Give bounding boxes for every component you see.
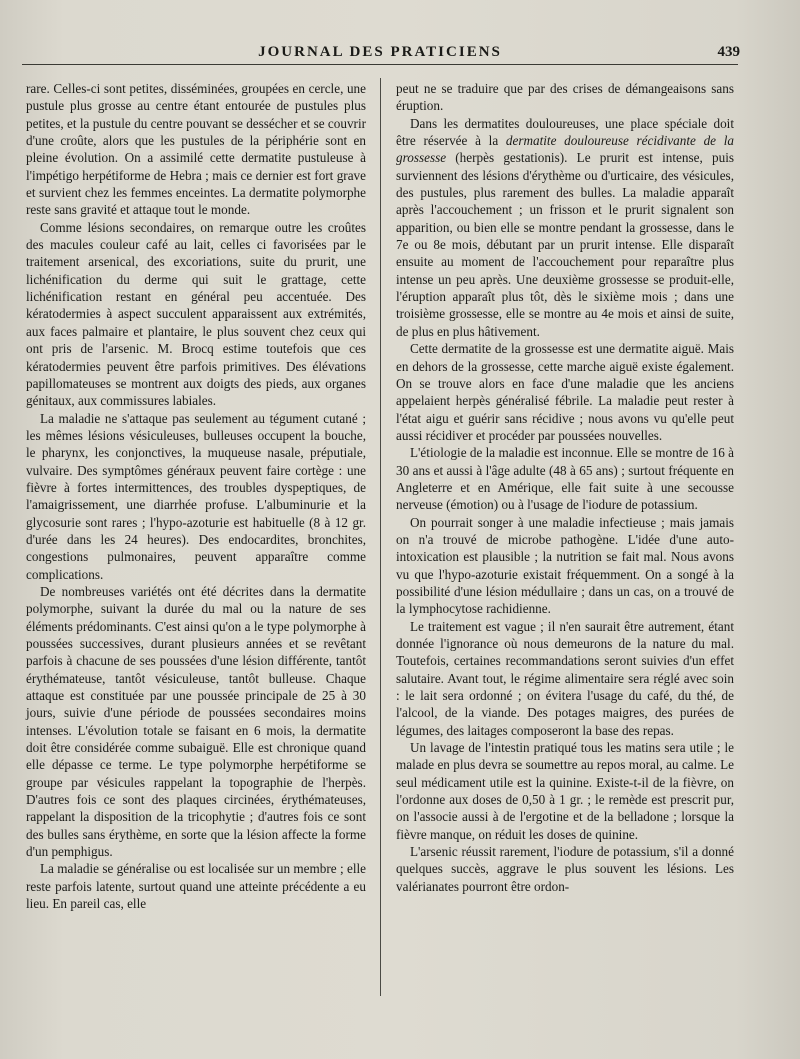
left-column [26, 80, 366, 913]
column-divider [380, 78, 381, 996]
paragraph: peut ne se traduire que par des crises de démangeaisons sans éruption. [396, 81, 734, 114]
text-span: (herpès gestationis). Le prurit est intense, puis surviennent des lésions d'érythème ou d'urticaire, des vésicules, des pustules, plus rarement des bulles. La maladie apparaît après l'accouchement ; un frisson et le prurit signalent son apparition, ou bien elle se montre pendant la grossesse, dans le 7e ou 8e mois, débutant par un prurit intense. Elle disparaît ensuite au moment de l'accouchement pour reparaître plus intense un peu après. Une deuxième grossesse se produit-elle, l'éruption apparaît plus tôt, dès le sixième mois ; dans une troisième grossesse, elle se montre au 4e mois et ainsi de suite, de plus en plus hâtivement. [396, 150, 734, 339]
right-column [396, 80, 734, 895]
italic-term: dermatite douloureuse récidivante de la grossesse [396, 133, 734, 166]
paragraph: L'étiologie de la maladie est inconnue. Elle se montre de 16 à 30 ans et aussi à l'âge adulte (48 à 65 ans) ; surtout fréquente en Angleterre et en Amérique, elle fait suite à une secousse nerveuse (émotion) ou à l'usage de l'iodure de potassium. [396, 445, 734, 513]
running-title: JOURNAL DES PRATICIENS [258, 44, 502, 60]
paragraph: De nombreuses variétés ont été décrites dans la dermatite polymorphe, suivant la durée du mal ou la nature de ses éléments prédominants. C'est ainsi qu'on a le type polymorphe à poussées successives, durant plusieurs années et se revêtant parfois à chacune de ses poussées d'une lésion différente, tantôt érythémateuse, tantôt vésiculeuse, tantôt bulleuse. Chaque attaque est constituée par une poussée principale de 25 à 30 jours, suivie d'une période de poussées secondaires moins intenses. L'évolution totale se faisant en 6 mois, la dermatite doit être considérée comme subaiguë. Elle est chronique quand elle dépasse ce terme. Le type polymorphe herpétiforme se groupe par vésicules rappelant la topographie de l'herpès. D'autres fois ce sont des plaques circinées, érythémateuses, rappelant la disposition de la tricophytie ; d'autres fois ce sont des bulles sans érythème, en sorte que la lésion affecte la forme d'un pemphigus. [26, 583, 366, 860]
paragraph: rare. Celles-ci sont petites, disséminées, groupées en cercle, une pustule plus grosse au centre étant entourée de pustules plus petites, et la pustule du centre pouvant se dessécher et se couvrir d'une croûte, alors que les pustules de la périphérie sont en pleine évolution. On a assimilé cette dermatite pustuleuse à l'impétigo herpétiforme de Hebra ; mais ce dernier est fort grave et survient chez les femmes enceintes. La dermatite polymorphe reste sans gravité et attaque tout le monde. [26, 81, 366, 218]
paragraph: On pourrait songer à une maladie infectieuse ; mais jamais on n'a trouvé de microbe pathogène. L'idée d'une auto-intoxication est plausible ; la nutrition se fait mal. Nous avons vu que l'hypo-azoturie existait fréquemment. On a songé à la possibilité d'une lésion médullaire ; dans un cas, on a trouvé de la lymphocytose rachidienne. [396, 514, 734, 617]
paragraph: Comme lésions secondaires, on remarque outre les croûtes des macules couleur café au lait, celles ci favorisées par le traitement arsenical, des excoriations, suite du prurit, une lichénification du derme qui suit le grattage, cette lichénification restant en général peu accentuée. Des kératodermies à aspect succulent apparaissent aux extrémités, aux faces palmaire et plantaire, le plus souvent chez ceux qui ont pris de l'arsenic. M. Brocq estime toutefois que ces kératodermies peuvent être parfois primitives. Des élévations papillomateuses se montrent aux doigts des pieds, aux organes génitaux, aux commissures labiales. [26, 219, 366, 409]
page-header [22, 42, 738, 65]
page-number: 439 [717, 44, 740, 60]
paragraph: Le traitement est vague ; il n'en saurait être autrement, étant donnée l'ignorance où nous demeurons de la nature du mal. Toutefois, certaines recommandations seront suivies d'un effet salutaire. Avant tout, le régime alimentaire sera réglé avec soin : le lait sera ordonné ; on évitera l'usage du café, du thé, de l'alcool, de la viande. Des potages maigres, des purées de légumes, des laitages composeront la base des repas. [396, 618, 734, 738]
paragraph: La maladie ne s'attaque pas seulement au tégument cutané ; les mêmes lésions vésiculeuses, bulleuses occupent la bouche, le pharynx, les conjonctives, la muqueuse nasale, préputiale, vulvaire. Des symptômes généraux peuvent faire cortège : une fièvre à fortes intermittences, des troubles dyspeptiques, de l'amaigrissement, une diarrhée profuse. L'albuminurie et la glycosurie sont rares ; l'hypo-azoturie est habituelle (8 à 12 gr. d'urée dans les 24 heures). Des endocardites, bronchites, congestions pulmonaires, peuvent apparaître comme complications. [26, 410, 366, 582]
paragraph [396, 115, 734, 340]
paragraph: L'arsenic réussit rarement, l'iodure de potassium, s'il a donné quelques succès, aggrave le plus souvent les lésions. Les valérianates pourront être ordon- [396, 844, 734, 894]
paragraph: Un lavage de l'intestin pratiqué tous les matins sera utile ; le malade en plus devra se soumettre au repos moral, au calme. Le seul médicament utile est la quinine. Existe-t-il de la fièvre, on l'ordonne aux doses de 0,50 à 1 gr. ; le remède est prescrit pur, on l'associe aussi à de l'ergotine et de la belladone ; lorsque la fièvre manque, on réduit les doses de quinine. [396, 740, 734, 842]
paragraph: Cette dermatite de la grossesse est une dermatite aiguë. Mais en dehors de la grossesse, cette marche aiguë existe également. On se trouve alors en face d'une maladie que les anciens appelaient herpès généralisé fébrile. La maladie peut rester à l'état aigu et guérir sans récidive ; nous avons vu qu'elle peut aussi récidiver et procéder par poussées nouvelles. [396, 341, 734, 443]
paragraph: La maladie se généralise ou est localisée sur un membre ; elle reste parfois latente, surtout quand une atteinte précédente a eu lieu. En pareil cas, elle [26, 861, 366, 912]
text-span: Dans les dermatites douloureuses, une place spéciale doit être réservée à la [396, 115, 734, 149]
